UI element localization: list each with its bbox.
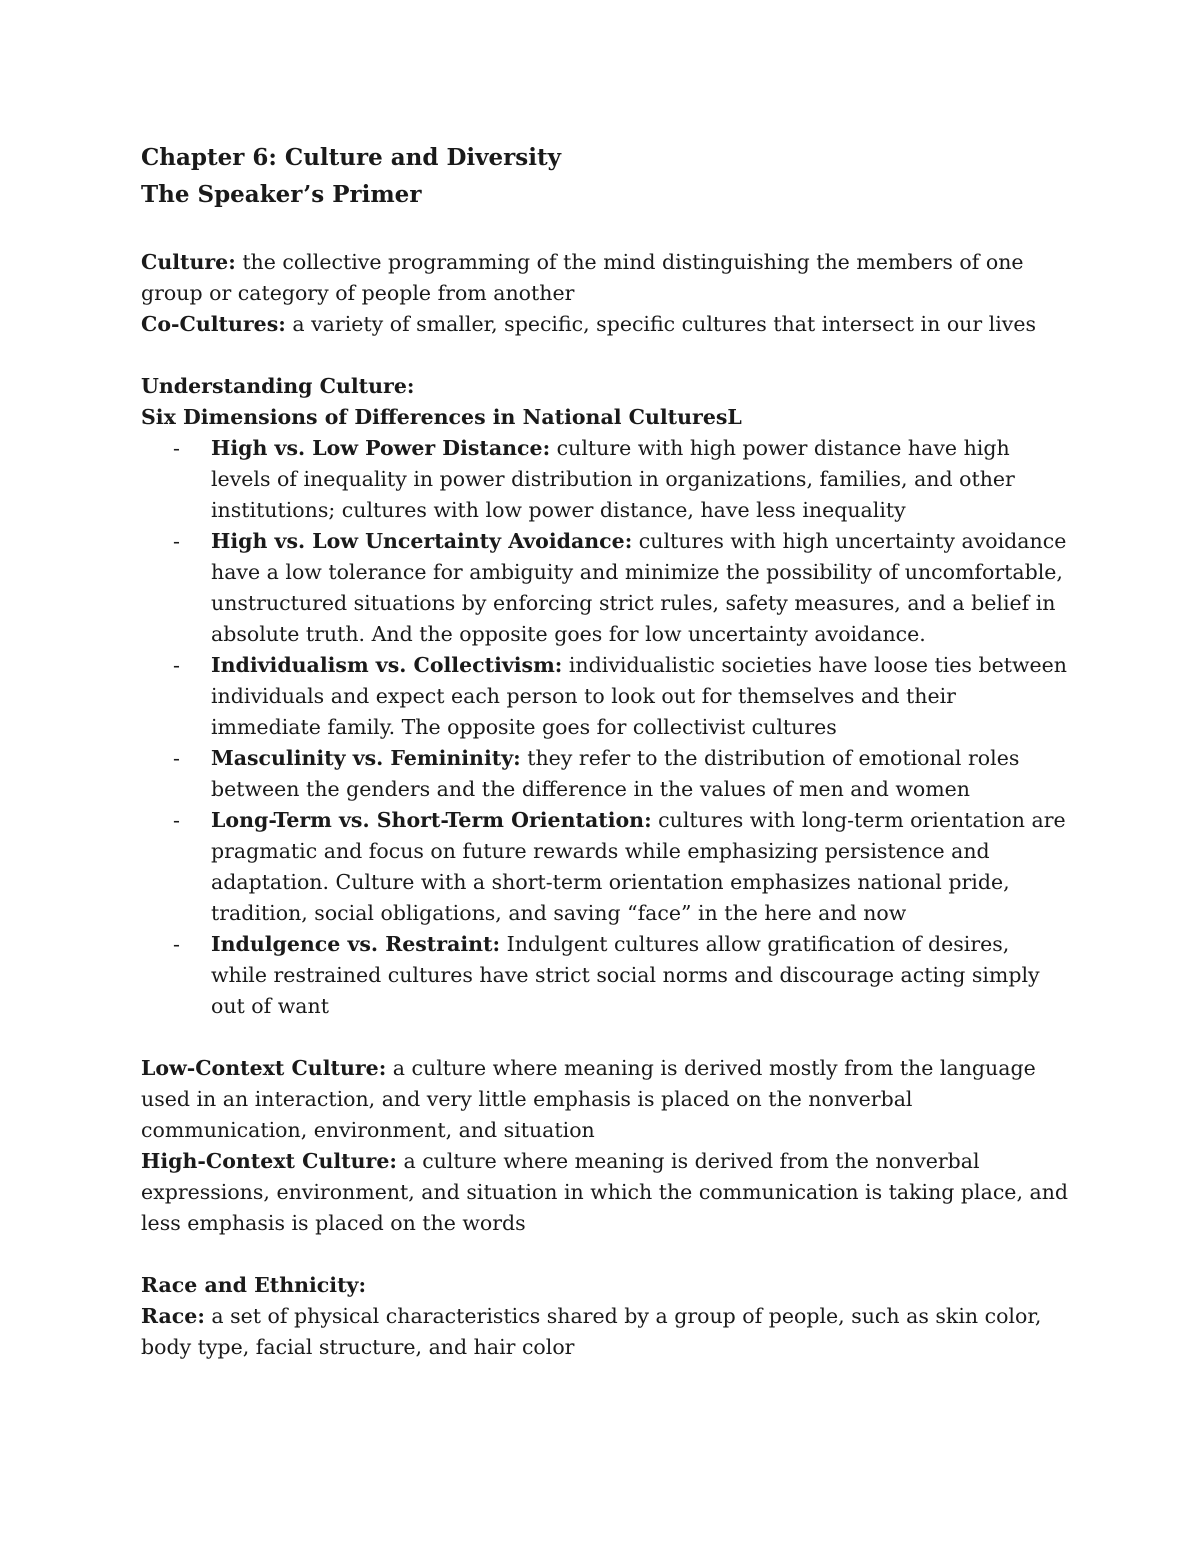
dimension-term: High vs. Low Power Distance: [211,436,551,460]
bullet-dash: - [173,529,180,553]
book-title: The Speaker’s Primer [141,181,422,208]
term-co-cultures: Co-Cultures: [141,312,286,336]
term-culture: Culture: [141,250,236,274]
dimension-term: High vs. Low Uncertainty Avoidance: [211,529,633,553]
definition-high-context [141,1146,1071,1239]
dimension-text: they refer to the distribution of emotional roles between the genders and the difference in the values of men and women [211,746,1020,801]
spacer [141,340,1071,371]
dimensions-list [141,433,1071,1022]
chapter-title: Chapter 6: Culture and Diversity [141,144,561,171]
dimension-text: culture with high power distance have high levels of inequality in power distribution in organizations, families, and other institutions; cultures with low power distance, have less inequality [211,436,1015,522]
bullet-dash: - [173,746,180,770]
dimension-term: Long-Term vs. Short-Term Orientation: [211,808,652,832]
dimension-text: Indulgent cultures allow gratification of desires, while restrained cultures have strict social norms and discourage acting simply out of want [211,932,1040,1018]
dimension-term: Masculinity vs. Femininity: [211,746,521,770]
list-item [141,743,1071,805]
document-page [141,139,1071,1363]
definition-race-text: a set of physical characteristics shared by a group of people, such as skin color, body type, facial structure, and hair color [141,1304,1042,1359]
definition-co-cultures-text: a variety of smaller, specific, specific cultures that intersect in our lives [285,312,1037,336]
definition-culture [141,247,1071,309]
term-race: Race: [141,1304,205,1328]
term-low-context: Low-Context Culture: [141,1056,387,1080]
spacer [141,1022,1071,1053]
dimensions-heading: Six Dimensions of Differences in National CulturesL [141,405,742,429]
bullet-dash: - [173,436,180,460]
definition-high-context-text: a culture where meaning is derived from the nonverbal expressions, environment, and situation in which the communication is taking place, and less emphasis is placed on the words [141,1149,1069,1235]
understanding-culture-heading: Understanding Culture: [141,374,415,398]
dimension-term: Individualism vs. Collectivism: [211,653,563,677]
race-ethnicity-heading: Race and Ethnicity: [141,1273,367,1297]
term-high-context: High-Context Culture: [141,1149,397,1173]
list-item [141,929,1071,1022]
list-item [141,805,1071,929]
dimension-term: Indulgence vs. Restraint: [211,932,501,956]
bullet-dash: - [173,653,180,677]
dimension-text: cultures with high uncertainty avoidance have a low tolerance for ambiguity and minimize the possibility of uncomfortable, unstructured situations by enforcing strict rules, safety measures, and a belief in absolute truth. And the opposite goes for low uncertainty avoidance. [211,529,1067,646]
list-item [141,526,1071,650]
list-item [141,650,1071,743]
spacer [141,213,1071,247]
definition-low-context [141,1053,1071,1146]
definition-low-context-text: a culture where meaning is derived mostly from the language used in an interaction, and very little emphasis is placed on the nonverbal communication, environment, and situation [141,1056,1036,1142]
spacer [141,1239,1071,1270]
dimension-text: cultures with long-term orientation are pragmatic and focus on future rewards while emphasizing persistence and adaptation. Culture with a short-term orientation emphasizes national pride, tradition, social obligations, and saving “face” in the here and now [211,808,1066,925]
definition-culture-text: the collective programming of the mind distinguishing the members of one group or category of people from another [141,250,1024,305]
dimension-text: individualistic societies have loose ties between individuals and expect each person to look out for themselves and their immediate family. The opposite goes for collectivist cultures [211,653,1067,739]
bullet-dash: - [173,808,180,832]
definition-co-cultures [141,309,1071,340]
list-item [141,433,1071,526]
bullet-dash: - [173,932,180,956]
definition-race [141,1301,1071,1363]
